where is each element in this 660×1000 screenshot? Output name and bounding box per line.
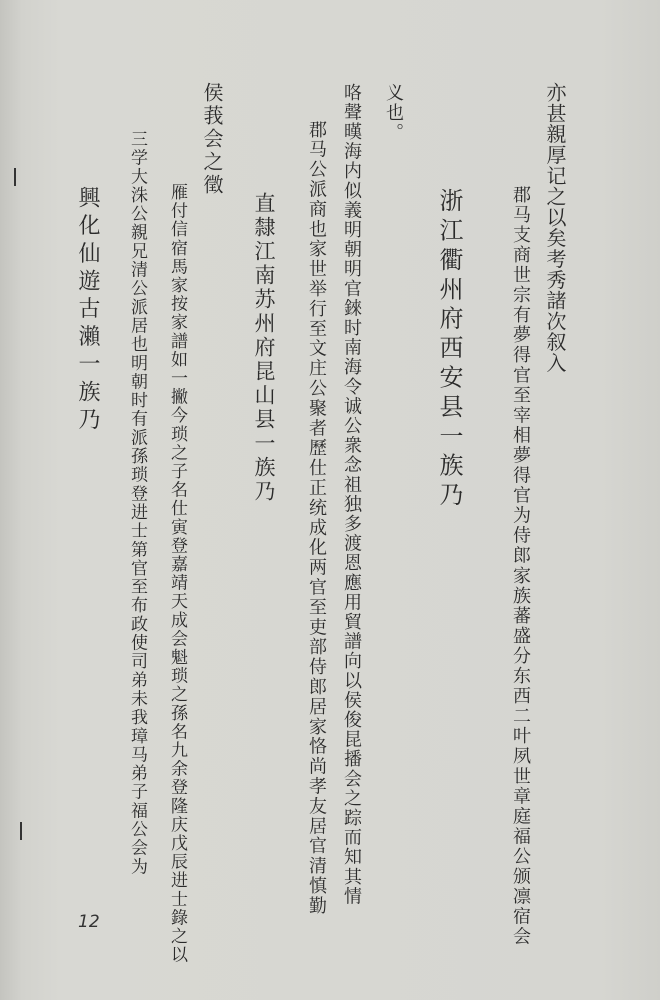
text-column-8: 侯莪会之徵 xyxy=(200,82,224,197)
margin-mark-lower xyxy=(20,822,22,840)
margin-mark-upper xyxy=(14,168,16,186)
text-column-1: 亦甚親厚记之以矣考秀諸次叙入 xyxy=(543,82,567,374)
text-column-3: 浙江衢州府西安县一族乃 xyxy=(435,188,463,512)
text-column-7: 直隸江南苏州府昆山县一族乃 xyxy=(252,192,276,504)
text-column-5: 咯聲暵海内似義明朝明官錸时南海令诚公衆念祖独多渡恩應用貿譜向以侯俊昆播会之踪而知其情 xyxy=(341,83,362,907)
text-column-2: 郡马支商世宗有夢得官至宰相夢得官为侍郎家族蕃盛分东西二叶夙世章庭福公颁凛宿会 xyxy=(510,185,531,947)
text-column-9: 雁付信宿馬家按家譜如一撇今琐之子名仕寅登嘉靖天成会魁琐之孫名九余登隆庆戊辰进士錄之以 xyxy=(167,183,187,965)
text-column-11: 興化仙遊古瀨一族乃 xyxy=(75,186,100,436)
text-column-4: 义也。 xyxy=(383,83,404,143)
text-column-6: 郡马公派商也家世举行至文庄公聚者歷仕正统成化两官至吏部侍郎居家恪尚孝友居官清慎勤 xyxy=(306,120,327,916)
text-column-10: 三学大洙公親兄清公派居也明朝时有派孫琐登进士第官至布政使司弟未我璋马弟子福公会为 xyxy=(127,130,147,876)
page-number: 12 xyxy=(78,912,100,932)
